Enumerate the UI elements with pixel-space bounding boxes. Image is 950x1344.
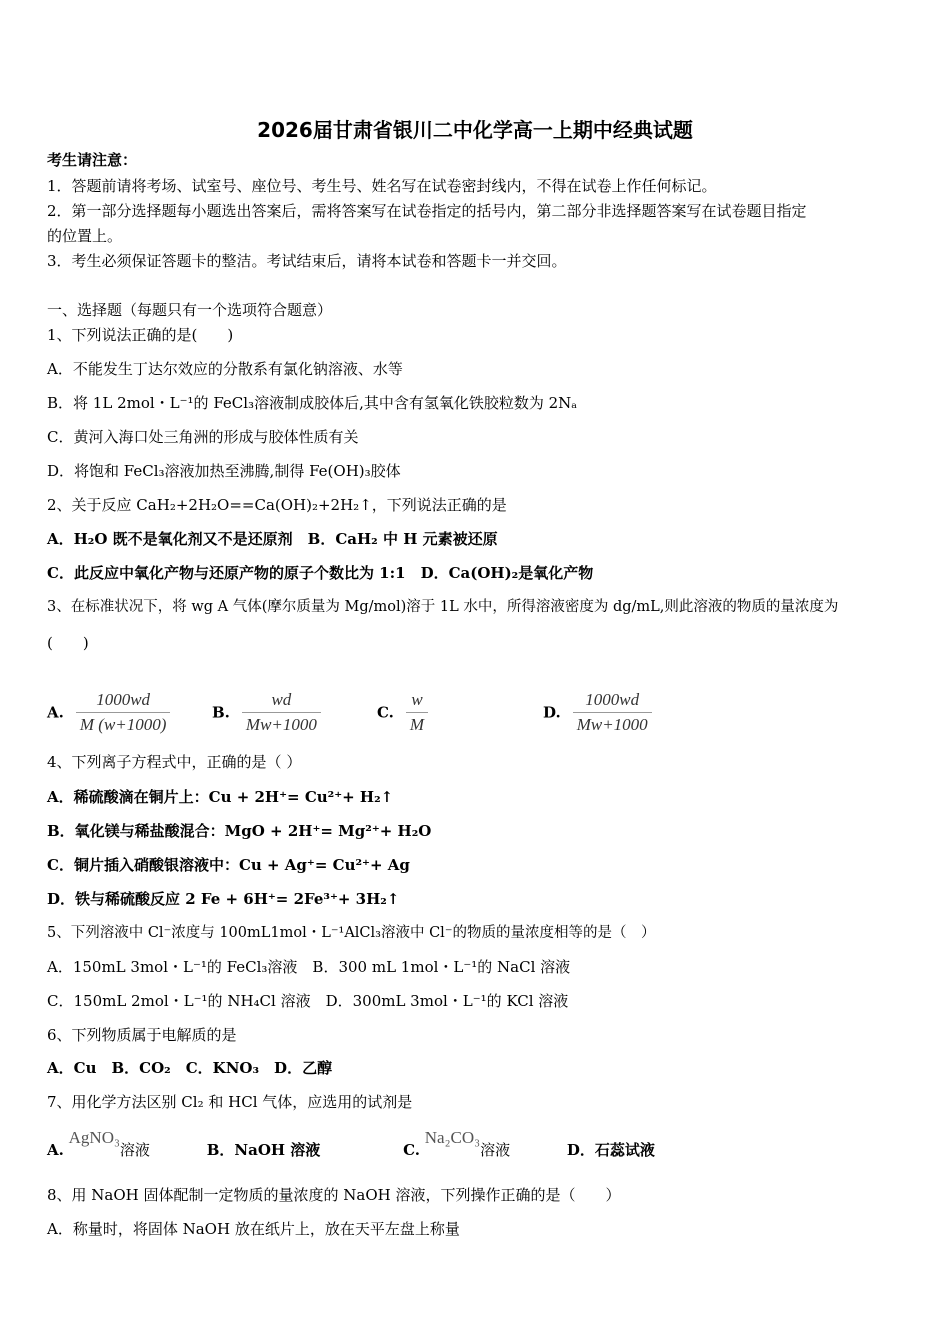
fraction [406,690,428,735]
question-stem: 3、在标准状况下，将 wg A 气体(摩尔质量为 Mg/mol)溶于 1L 水中，所得溶液密度为 dg/mL,则此溶液的物质的量浓度为 [47,599,839,615]
fraction [573,690,652,735]
option: D．铁与稀硫酸反应 2 Fe + 6H⁺= 2Fe³⁺+ 3H₂↑ [47,890,400,908]
notice-item: 的位置上。 [47,227,123,245]
denominator: M (w+1000) [76,712,171,735]
options-row [47,1128,655,1160]
option: C．铜片插入硝酸银溶液中：Cu + Ag⁺= Cu²⁺+ Ag [47,856,410,874]
option: D．将饱和 FeCl₃溶液加热至沸腾,制得 Fe(OH)₃胶体 [47,462,401,480]
option: C．黄河入海口处三角洲的形成与胶体性质有关 [47,428,359,446]
option-text: 溶液 [119,1141,150,1159]
option-label: B. [212,703,230,722]
notice-item: 1．答题前请将考场、试室号、座位号、考生号、姓名写在试卷密封线内，不得在试卷上作任何标记。 [47,177,717,195]
option-c [377,690,428,735]
answer-paren: ( ) [47,634,89,652]
option: D．石蕊试液 [566,1141,655,1159]
question-stem: 5、下列溶液中 Cl⁻浓度与 100mL1mol・L⁻¹AlCl₃溶液中 Cl⁻的物质的量浓度相等的是（ ） [47,925,656,941]
fraction [76,690,171,735]
option-label: A. [47,1141,64,1159]
notice-item: 3．考生必须保证答题卡的整洁。考试结束后，请将本试卷和答题卡一并交回。 [47,252,567,270]
numerator: w [411,690,423,709]
section-heading: 一、选择题（每题只有一个选项符合题意） [47,301,333,319]
question-stem: 6、下列物质属于电解质的是 [47,1026,237,1044]
question-stem: 2、关于反应 CaH₂+2H₂O==Ca(OH)₂+2H₂↑，下列说法正确的是 [47,496,507,514]
option: A．150mL 3mol・L⁻¹的 FeCl₃溶液 B．300 mL 1mol・L⁻¹的 NaCl 溶液 [47,958,571,976]
denominator: Mw+1000 [573,712,652,735]
option-label: A. [47,703,64,722]
option: B．将 1L 2mol・L⁻¹的 FeCl₃溶液制成胶体后,其中含有氢氧化铁胶粒数为 2Nₐ [47,394,578,412]
option-label: C. [403,1141,420,1159]
formula: AgNO₃ [68,1128,120,1147]
denominator: M [406,712,428,735]
option: A．Cu B．CO₂ C．KNO₃ D．乙醇 [47,1059,333,1077]
option: A．稀硫酸滴在铜片上：Cu + 2H⁺= Cu²⁺+ H₂↑ [47,788,394,806]
fraction [242,690,321,735]
option-d [543,690,652,735]
option-label: C. [377,703,394,722]
option: A．H₂O 既不是氧化剂又不是还原剂 B．CaH₂ 中 H 元素被还原 [47,530,498,548]
option: B．NaOH 溶液 [206,1141,321,1159]
option-b [212,690,321,735]
numerator: wd [271,690,292,709]
option-label: D. [543,703,561,722]
question-stem: 4、下列离子方程式中，正确的是（ ） [47,753,302,771]
question-stem: 8、用 NaOH 固体配制一定物质的量浓度的 NaOH 溶液，下列操作正确的是（ ） [47,1186,621,1204]
question-stem: 7、用化学方法区别 Cl₂ 和 HCl 气体，应选用的试剂是 [47,1093,413,1111]
option: C．此反应中氧化产物与还原产物的原子个数比为 1:1 D．Ca(OH)₂是氧化产物 [47,564,594,582]
option-a [47,690,170,735]
formula: Na₂CO₃ [424,1128,481,1147]
notice-item: 2．第一部分选择题每小题选出答案后，需将答案写在试卷指定的括号内，第二部分非选择题答案写在试卷题目指定 [47,202,807,220]
numerator: 1000wd [585,690,640,709]
option-text: 溶液 [480,1141,511,1159]
option: C．150mL 2mol・L⁻¹的 NH₄Cl 溶液 D．300mL 3mol・L⁻¹的 KCl 溶液 [47,992,569,1010]
option: A．不能发生丁达尔效应的分散系有氯化钠溶液、水等 [47,360,403,378]
denominator: Mw+1000 [242,712,321,735]
page-title: 2026届甘肃省银川二中化学高一上期中经典试题 [257,118,693,142]
option: A．称量时，将固体 NaOH 放在纸片上，放在天平左盘上称量 [47,1220,460,1238]
question-stem: 1、下列说法正确的是( ) [47,326,234,344]
numerator: 1000wd [96,690,151,709]
option: B．氧化镁与稀盐酸混合：MgO + 2H⁺= Mg²⁺+ H₂O [47,822,432,840]
notice-heading: 考生请注意： [47,151,138,169]
